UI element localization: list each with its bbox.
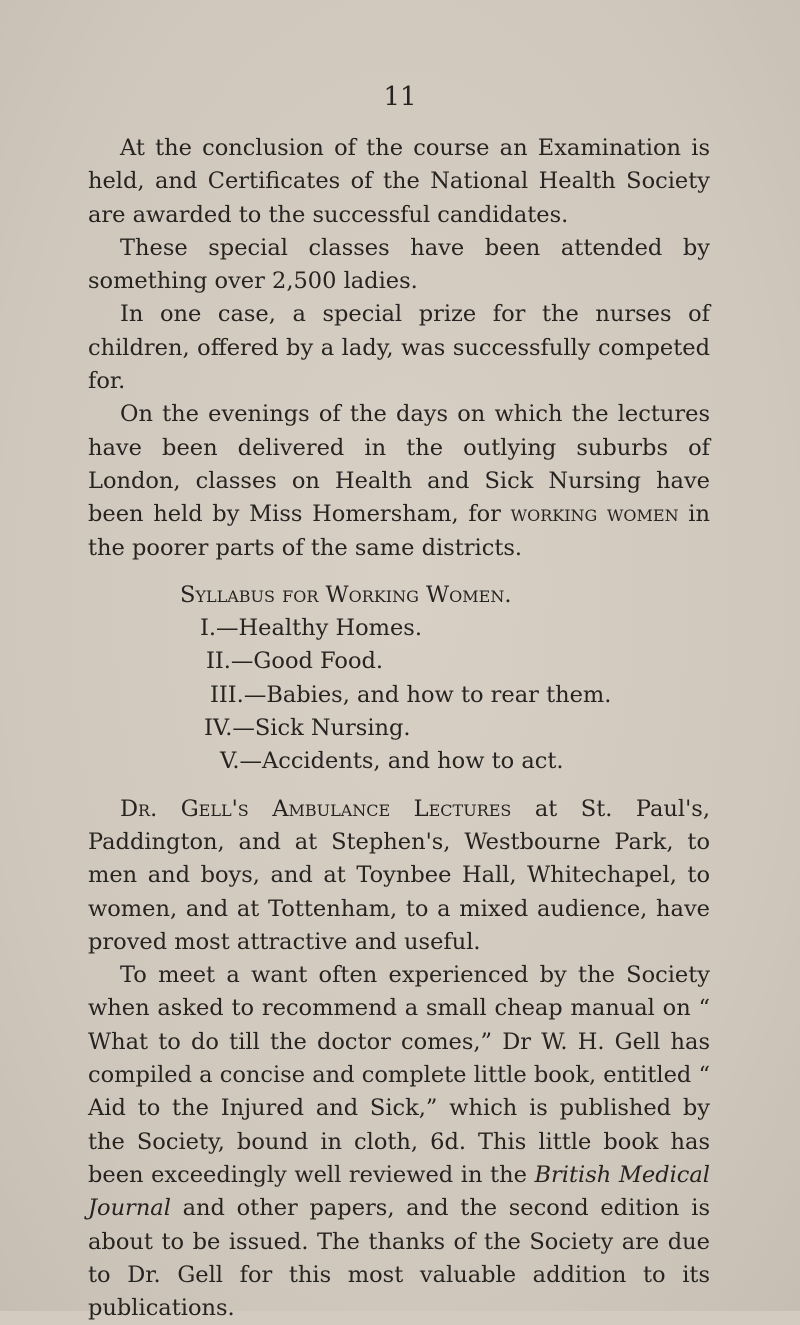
paragraph-examination: At the conclusion of the course an Examination is held, and Certificates of the National Health Society are awarded to the successful candidates.: [88, 135, 710, 228]
syllabus: [88, 579, 710, 779]
ambulance-lectures-text: at St. Paul's, Paddington, and at Stephen's, Westbourne Park, to men and boys, and at Toynbee Hall, Whitechapel, to women, and at Tottenham, to a mixed audience, have proved most attractive and useful.: [88, 795, 710, 955]
syllabus-item: IV.—Sick Nursing.: [204, 715, 411, 742]
manual-text: To meet a want often experienced by the Society when asked to recommend a small cheap manual on “ What to do till the doctor comes,” Dr W. H. Gell has compiled a concise and complete little book, entitled “ Aid to the Injured and Sick,” which is published by the Society, bound in cloth, 6d. This little book has been exceedingly well reviewed in the: [88, 962, 710, 1188]
paragraph-evening-classes: [88, 398, 710, 564]
syllabus-item: V.—Accidents, and how to act.: [220, 748, 564, 775]
paragraph-ambulance-lectures: [88, 793, 710, 959]
paragraph-prize: In one case, a special prize for the nurses of children, offered by a lady, was successfully competed for.: [88, 301, 710, 395]
syllabus-item: II.—Good Food.: [206, 648, 384, 675]
evening-classes-text-end: in the poorer parts of the same districts.: [88, 501, 710, 561]
syllabus-title: Syllabus for Working Women.: [180, 581, 512, 608]
syllabus-item: III.—Babies, and how to rear them.: [210, 681, 612, 708]
paragraph-attendance: These special classes have been attended by something over 2,500 ladies.: [88, 234, 710, 295]
page-number: 11: [383, 82, 417, 112]
syllabus-item: I.—Healthy Homes.: [200, 615, 423, 642]
ambulance-lectures-smallcaps: Dr. Gell's Ambulance Lectures: [120, 795, 512, 822]
journal-title-italic: British Medical Journal: [88, 1161, 710, 1222]
evening-classes-text: On the evenings of the days on which the lectures have been delivered in the outlying suburbs of London, classes on Health and Sick Nursing have been held by Miss Homersham, for: [88, 401, 710, 528]
body-text: [88, 132, 710, 1325]
paragraph-manual: [88, 959, 710, 1325]
manual-text-end: and other papers, and the second edition is about to be issued. The thanks of the Society are due to Dr. Gell for this most valuable addition to its publications.: [88, 1195, 710, 1322]
working-women-smallcaps: working women: [510, 501, 679, 528]
